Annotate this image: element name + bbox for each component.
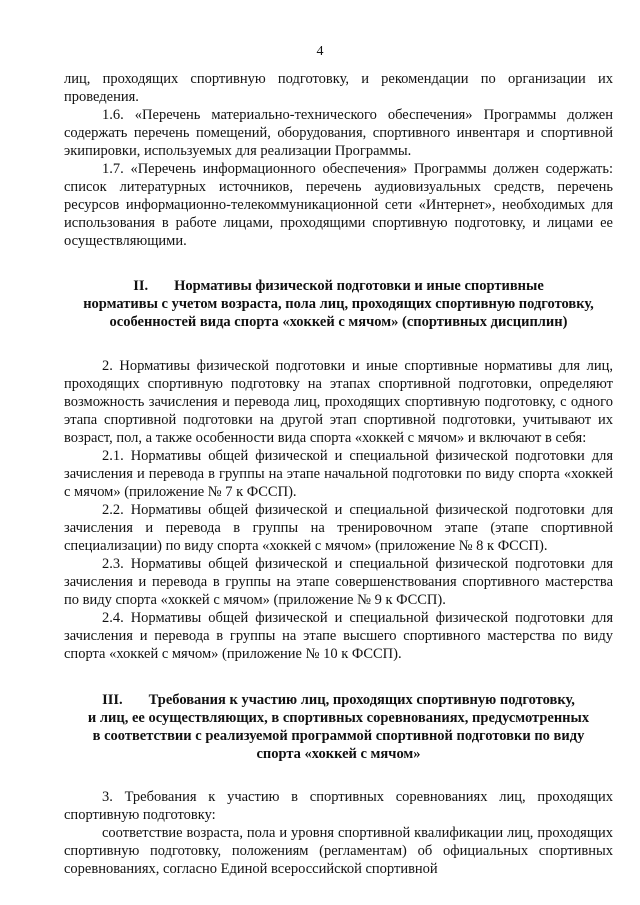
- section-3-heading-line-1: [64, 691, 613, 709]
- section-2-title-line-1: Нормативы физической подготовки и иные спортивные: [174, 278, 544, 294]
- paragraph-1-6: 1.6. «Перечень материально-технического обеспечения» Программы должен содержать перечень помещений, оборудования, спортивного инвентаря и спортивной экипировки, используемых для реализации Программы.: [64, 107, 613, 159]
- section-2-heading-line-3: особенностей вида спорта «хоккей с мячом» (спортивных дисциплин): [109, 314, 568, 330]
- section-2-heading-line-1: [64, 277, 613, 295]
- section-2-heading: [64, 277, 613, 331]
- paragraph-2-1: 2.1. Нормативы общей физической и специальной физической подготовки для зачисления и перевода в группы на этапе начальной подготовки по виду спорта «хоккей с мячом» (приложение № 7 к ФССП).: [64, 448, 613, 500]
- section-3-heading-line-4: спорта «хоккей с мячом»: [256, 746, 421, 762]
- paragraph-2-2: 2.2. Нормативы общей физической и специальной физической подготовки для зачисления и перевода в группы на тренировочном этапе (этапе спортивной специализации) по виду спорта «хоккей с мячом» (приложение № 8 к ФССП).: [64, 502, 613, 554]
- document-body: [64, 70, 613, 878]
- section-3-heading-line-3: в соответствии с реализуемой программой спортивной подготовки по виду: [92, 728, 585, 744]
- section-3-title-line-1: Требования к участию лиц, проходящих спортивную подготовку,: [148, 692, 575, 708]
- paragraph-1-7: 1.7. «Перечень информационного обеспечения» Программы должен содержать: список литературных источников, перечень аудиовизуальных средств, перечень ресурсов информационно-телекоммуникационной сети «Интернет», необходимых для использования в работе лицами, проходящими спортивную подготовку, и лицами ее осуществляющими.: [64, 161, 613, 249]
- paragraph-2-3: 2.3. Нормативы общей физической и специальной физической подготовки для зачисления и перевода в группы на этапе совершенствования спортивного мастерства по виду спорта «хоккей с мячом» (приложение № 9 к ФССП).: [64, 556, 613, 608]
- paragraph-2-4: 2.4. Нормативы общей физической и специальной физической подготовки для зачисления и перевода в группы на этапе высшего спортивного мастерства по виду спорта «хоккей с мячом» (приложение № 10 к ФССП).: [64, 610, 613, 662]
- page-number: 4: [316, 44, 324, 59]
- paragraph-3: 3. Требования к участию в спортивных соревнованиях лиц, проходящих спортивную подготовку:: [64, 789, 613, 823]
- section-3-heading-line-2: и лиц, ее осуществляющих, в спортивных соревнованиях, предусмотренных: [87, 710, 590, 726]
- section-3-heading: [64, 691, 613, 763]
- paragraph-3-item: соответствие возраста, пола и уровня спортивной квалификации лиц, проходящих спортивную подготовку, положениям (регламентам) об официальных спортивных соревнованиях, согласно Единой всероссийской спортивной: [64, 825, 613, 877]
- section-2-numeral: II.: [133, 278, 149, 294]
- paragraph-2: 2. Нормативы физической подготовки и иные спортивные нормативы для лиц, проходящих спортивную подготовку на этапах спортивной подготовки, определяют возможность зачисления и перевода лиц, проходящих спортивную подготовку, с одного этапа спортивной подготовки на другой этап спортивной подготовки, учитывают их возраст, пол, а также особенности вида спорта «хоккей с мячом» и включают в себя:: [64, 358, 613, 446]
- paragraph-1-5-continuation: лиц, проходящих спортивную подготовку, и рекомендации по организации их проведения.: [64, 71, 613, 105]
- section-3-numeral: III.: [102, 692, 123, 708]
- section-2-heading-line-2: нормативы с учетом возраста, пола лиц, проходящих спортивную подготовку,: [83, 296, 594, 312]
